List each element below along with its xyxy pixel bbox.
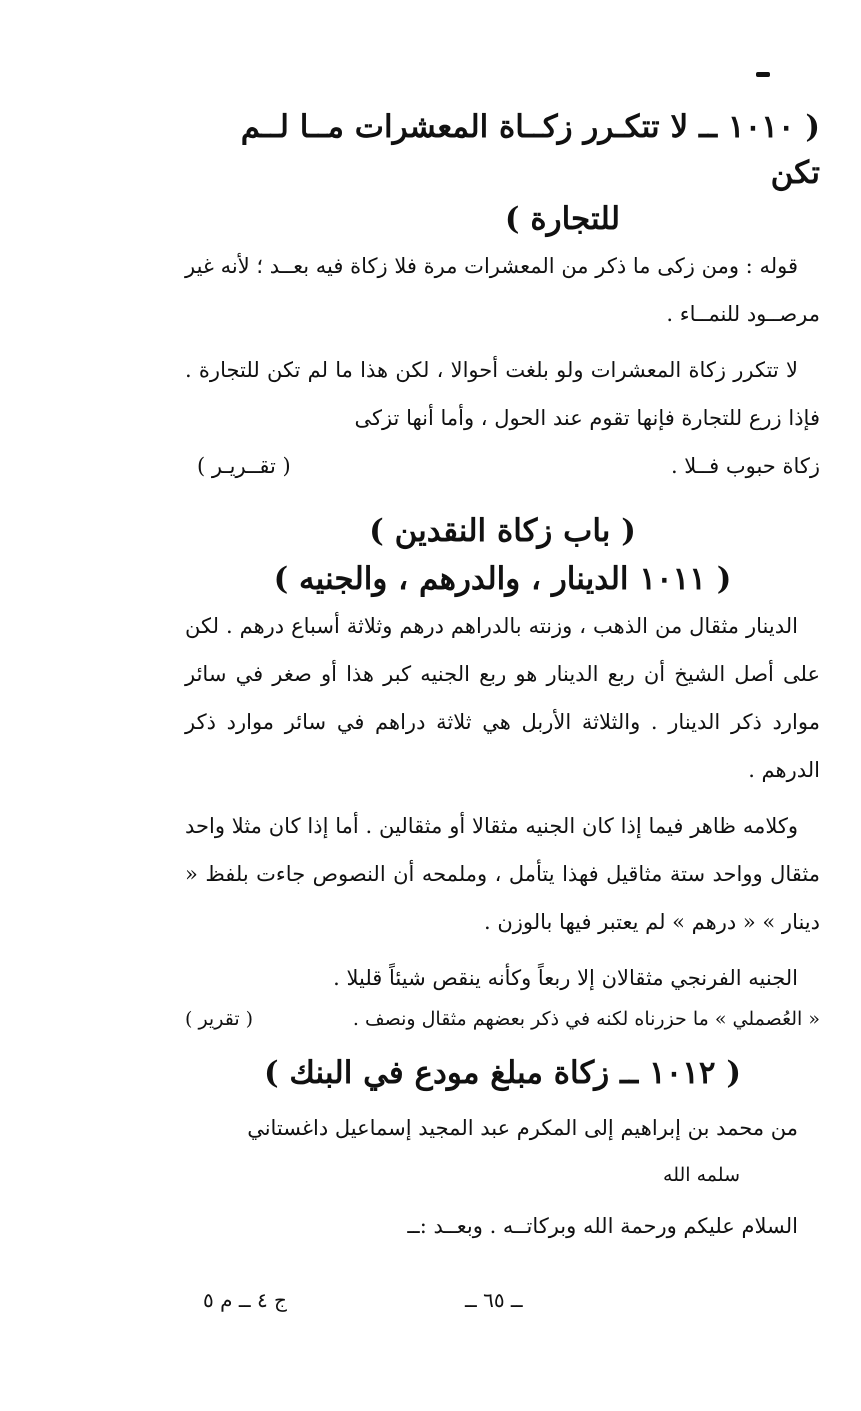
chapter-title: ( باب زكاة النقدين ) — [369, 513, 636, 549]
section-1011-paragraph-3: الجنيه الفرنجي مثقالان إلا ربعاً وكأنه ينقص شيئاً قليلا . — [333, 966, 798, 990]
section-1011-paragraph-2: وكلامه ظاهر فيما إذا كان الجنيه مثقالا أو مثقالين . أما إذا كان مثلا واحد مثقال وواحد ستة مثاقيل فهذا يتأمل ، وملمحه أن النصوص جاءت بلفظ « دينار » « درهم » لم يعتبر فيها بالوزن . — [185, 814, 820, 934]
page-footer — [185, 1288, 820, 1328]
section-1010-paragraph-1: قوله : ومن زكى ما ذكر من المعشرات مرة فلا زكاة فيه بعــد ؛ لأنه غير مرصــود للنمــاء . — [185, 254, 820, 326]
section-1010-title-line2: للتجارة ) — [504, 201, 621, 237]
section-1011-paragraph-4: « العُصملي » ما حزرناه لكنه في ذكر بعضهم مثقال ونصف . — [352, 1008, 820, 1030]
section-1010-source-tag: ( تقــريـر ) — [197, 454, 291, 478]
section-1011-last-line — [185, 1002, 820, 1036]
decorative-mark — [756, 72, 770, 77]
section-1010-title — [185, 104, 820, 242]
section-1011-paragraph-1: الدينار مثقال من الذهب ، وزنته بالدراهم درهم وثلاثة أسباع درهم . لكن على أصل الشيخ أن ربع الدينار هو ربع الجنيه كبر هذا أو صغر في سائر موارد ذكر الدينار . والثلاثة الأربل هي ثلاثة دراهم في سائر موارد ذكر الدرهم . — [185, 614, 820, 782]
section-1010-last-line — [185, 442, 820, 490]
volume-code: ج ٤ ــ م ٥ — [203, 1288, 287, 1312]
page-number: ــ ٦٥ ــ — [465, 1288, 523, 1312]
section-1011-source-tag: ( تقرير ) — [185, 1008, 254, 1030]
section-1010-paragraph-2-end: زكاة حبوب فــلا . — [670, 454, 820, 478]
document-page — [185, 60, 820, 1360]
letter-greeting: السلام عليكم ورحمة الله وبركاتــه . وبعــد :ــ — [407, 1214, 798, 1238]
section-1012-title: ( ١٠١٢ ــ زكاة مبلغ مودع في البنك ) — [263, 1055, 742, 1091]
letter-blessing: سلمه الله — [663, 1164, 740, 1186]
section-1011-title: ( ١٠١١ الدينار ، والدرهم ، والجنيه ) — [273, 561, 732, 597]
letter-from-line: من محمد بن إبراهيم إلى المكرم عبد المجيد إسماعيل داغستاني — [247, 1116, 798, 1140]
section-1010-title-line1: ( ١٠١٠ ــ لا تتكـرر زكــاة المعشرات مــا لــم تكن — [240, 109, 820, 191]
section-1010-paragraph-2: لا تتكرر زكاة المعشرات ولو بلغت أحوالا ، لكن هذا ما لم تكن للتجارة . فإذا زرع للتجارة فإنها تقوم عند الحول ، وأما أنها تزكى — [185, 358, 820, 430]
